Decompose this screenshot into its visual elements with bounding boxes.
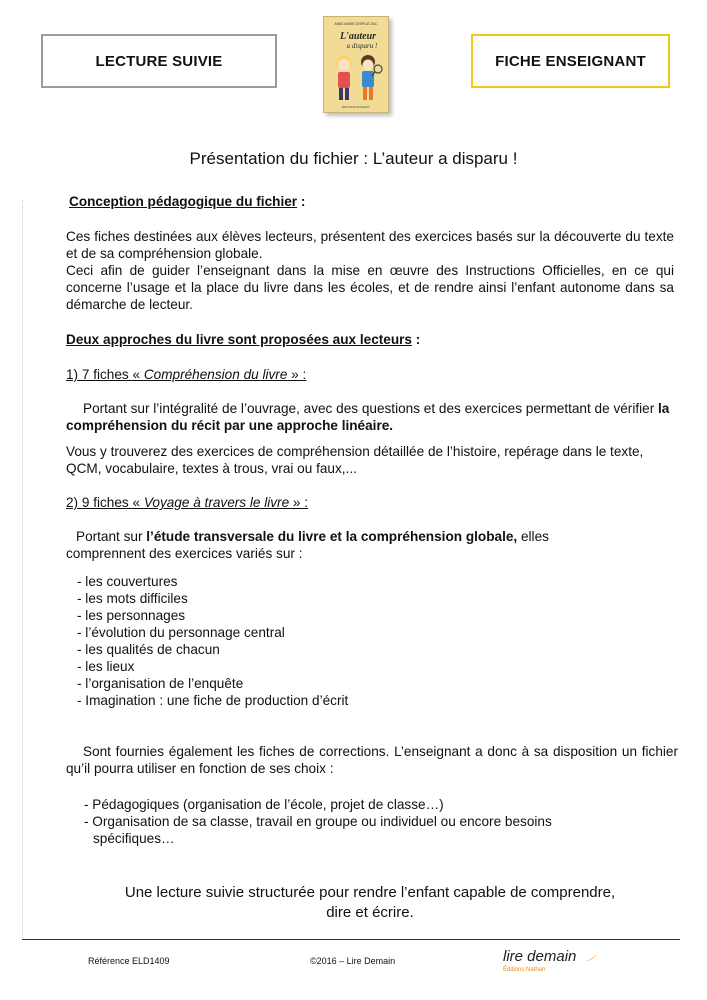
approach-1-text: Portant sur l’intégralité de l’ouvrage, avec des questions et des exercices permettant de vérifier <box>83 401 659 416</box>
margin-line <box>22 200 23 940</box>
corrections-item-1: - Pédagogiques (organisation de l’école, projet de classe…) <box>84 797 444 812</box>
list-item: - l’évolution du personnage central <box>77 625 285 640</box>
brand-subtitle: Éditions Nathan <box>503 967 546 973</box>
list-item: - les personnages <box>77 608 186 623</box>
list-item: - les lieux <box>77 659 135 674</box>
approach-1-paragraph <box>66 400 678 434</box>
list-item: - les couvertures <box>77 574 178 589</box>
lecture-suivie-label: LECTURE SUIVIE <box>41 34 277 88</box>
approches-heading <box>66 331 420 348</box>
page-title: Présentation du fichier : L’auteur a disparu ! <box>189 149 518 168</box>
approach-1-suffix: » : <box>287 367 307 382</box>
list-item: - Imagination : une fiche de production d’écrit <box>77 693 349 708</box>
conception-heading <box>69 193 305 210</box>
corrections-paragraph: Sont fournies également les fiches de corrections. L’enseignant a donc à sa disposition un fichier qu’il pourra utiliser en fonction de ses choix : <box>66 744 678 776</box>
cover-title-2: a disparu ! <box>346 42 378 50</box>
approach-2-text-end: elles comprennent des exercices variés sur : <box>66 529 549 561</box>
list-item: - les qualités de chacun <box>77 642 220 657</box>
conception-heading-colon: : <box>297 194 306 209</box>
book-cover-image <box>323 16 389 113</box>
approach-2-text-start: Portant sur <box>76 529 147 544</box>
closing-statement: Une lecture suivie structurée pour rendre l’enfant capable de comprendre, dire et écrire. <box>124 884 616 921</box>
approach-1-heading <box>66 366 306 383</box>
brand-name: lire demain <box>503 948 577 965</box>
conception-paragraph-2: Ceci afin de guider l’enseignant dans la mise en œuvre des Instructions Officielles, en ce qui concerne l’usage et la place du livre dans les écoles, et de rendre ainsi l’enfant autonome dans sa démarche de lecteur. <box>66 263 674 312</box>
cover-title-1: L'auteur <box>339 31 377 42</box>
approach-1-paragraph-2: Vous y trouverez des exercices de compréhension détaillée de l’histoire, repérage dans le texte, QCM, vocabulaire, textes à trous, vrai ou faux,... <box>66 444 644 476</box>
approach-1-bold: la compréhension du récit par une approche linéaire. <box>66 401 670 433</box>
brand-swoosh-icon <box>581 951 599 963</box>
approach-2-prefix: 2) 9 fiches « <box>66 495 144 510</box>
list-item: - les mots difficiles <box>77 591 188 606</box>
approach-2-title: Voyage à travers le livre <box>143 495 290 510</box>
approach-2-heading <box>66 494 308 511</box>
approach-1-title: Compréhension du livre <box>143 367 288 382</box>
approach-2-list <box>77 573 348 709</box>
approach-2-suffix: » : <box>289 495 309 510</box>
conception-paragraph-1: Ces fiches destinées aux élèves lecteurs, présentent des exercices basés sur la découverte du texte et de sa compréhension globale. <box>66 229 674 261</box>
fiche-enseignant-label: FICHE ENSEIGNANT <box>471 34 670 88</box>
footer-divider <box>22 939 680 940</box>
lire-demain-logo <box>503 948 599 965</box>
approches-heading-text: Deux approches du livre sont proposées aux lecteurs <box>66 332 412 347</box>
footer-reference: Référence ELD1409 <box>88 956 170 966</box>
approach-2-paragraph <box>66 528 626 562</box>
corrections-item-2: - Organisation de sa classe, travail en groupe ou individuel ou encore besoins spécifiques… <box>84 814 552 846</box>
approches-heading-colon: : <box>412 332 421 347</box>
cover-publisher: ÉDITIONS RAGEOT <box>342 105 370 109</box>
approach-2-bold: l’étude transversale du livre et la compréhension globale, <box>146 529 518 544</box>
list-item: - l’organisation de l’enquête <box>77 676 244 691</box>
footer-copyright: ©2016 – Lire Demain <box>310 956 396 966</box>
conception-heading-text: Conception pédagogique du fichier <box>69 194 298 209</box>
cover-authors: ANNE-MARIE DESPLAT-DUC <box>334 22 378 26</box>
approach-1-prefix: 1) 7 fiches « <box>66 367 144 382</box>
